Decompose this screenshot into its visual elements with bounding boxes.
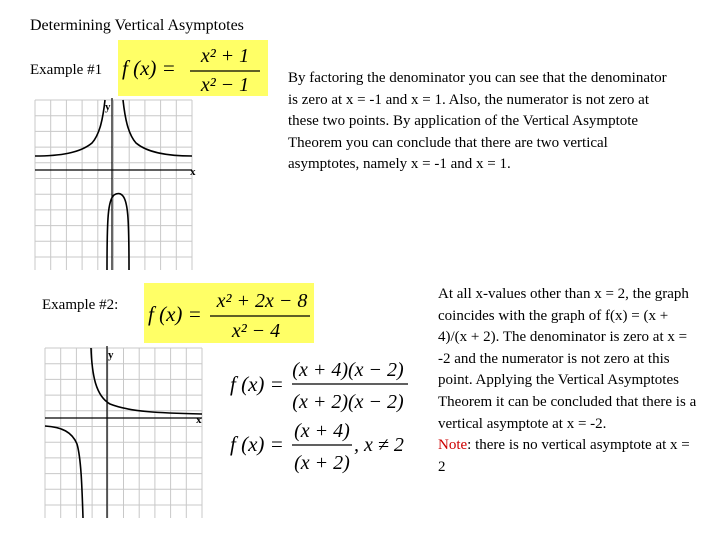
formula-numerator: x² + 2x − 8	[216, 290, 308, 312]
factored-equation	[230, 359, 408, 413]
curve-left-branch	[45, 426, 83, 518]
note-text: : there is no vertical asymptote at x = 2	[438, 437, 690, 475]
example-2-label: Example #2:	[42, 297, 119, 313]
graph-grid	[35, 100, 192, 270]
example-2-simplification	[228, 352, 428, 480]
example-2-graph	[40, 346, 212, 522]
equation-lhs: f (x) =	[230, 372, 284, 396]
equation-denominator: (x + 2)	[294, 452, 350, 474]
curve-left-branch	[35, 100, 105, 156]
formula-denominator: x² − 1	[200, 74, 250, 96]
curve-middle-branch	[107, 194, 129, 271]
example-2-formula	[144, 283, 314, 343]
example-1-formula	[118, 40, 268, 96]
formula-lhs: f (x) =	[148, 302, 202, 326]
equation-condition: , x ≠ 2	[354, 434, 404, 456]
formula-numerator: x² + 1	[200, 45, 250, 67]
x-axis-label: x	[196, 414, 202, 426]
formula-denominator: x² − 4	[231, 320, 281, 342]
page-title: Determining Vertical Asymptotes	[30, 17, 244, 34]
equation-numerator: (x + 4)(x − 2)	[292, 359, 404, 381]
equation-numerator: (x + 4)	[294, 420, 350, 442]
example-2-explanation	[438, 284, 700, 478]
equation-denominator: (x + 2)(x − 2)	[292, 391, 404, 413]
x-axis-label: x	[190, 166, 196, 178]
y-axis-label: y	[105, 101, 111, 113]
note-label: Note	[438, 437, 468, 454]
curve-right-branch	[123, 100, 192, 156]
simplified-equation	[230, 420, 404, 474]
equation-lhs: f (x) =	[230, 432, 284, 456]
example-1-graph	[30, 98, 202, 274]
explanation-text: At all x-values other than x = 2, the graph coincides with the graph of f(x) = (x + 4)/(x + 2). The denominator is zero at x = -2 and the numerator is not zero at this point. Applying the Vertical Asymptotes Theorem it can be concluded that there is a vertical asymptote at x = -2.	[438, 286, 697, 432]
formula-lhs: f (x) =	[122, 56, 176, 80]
y-axis-label: y	[108, 349, 114, 361]
example-1-label: Example #1	[30, 62, 103, 78]
example-1-explanation: By factoring the denominator you can see that the denominator is zero at x = -1 and x = 1. Also, the numerator is not zero at these two points. By application of the Vertical Asymptote Theorem you can conclude that there are two vertical asymptotes, namely x = -1 and x = 1.	[288, 70, 667, 173]
